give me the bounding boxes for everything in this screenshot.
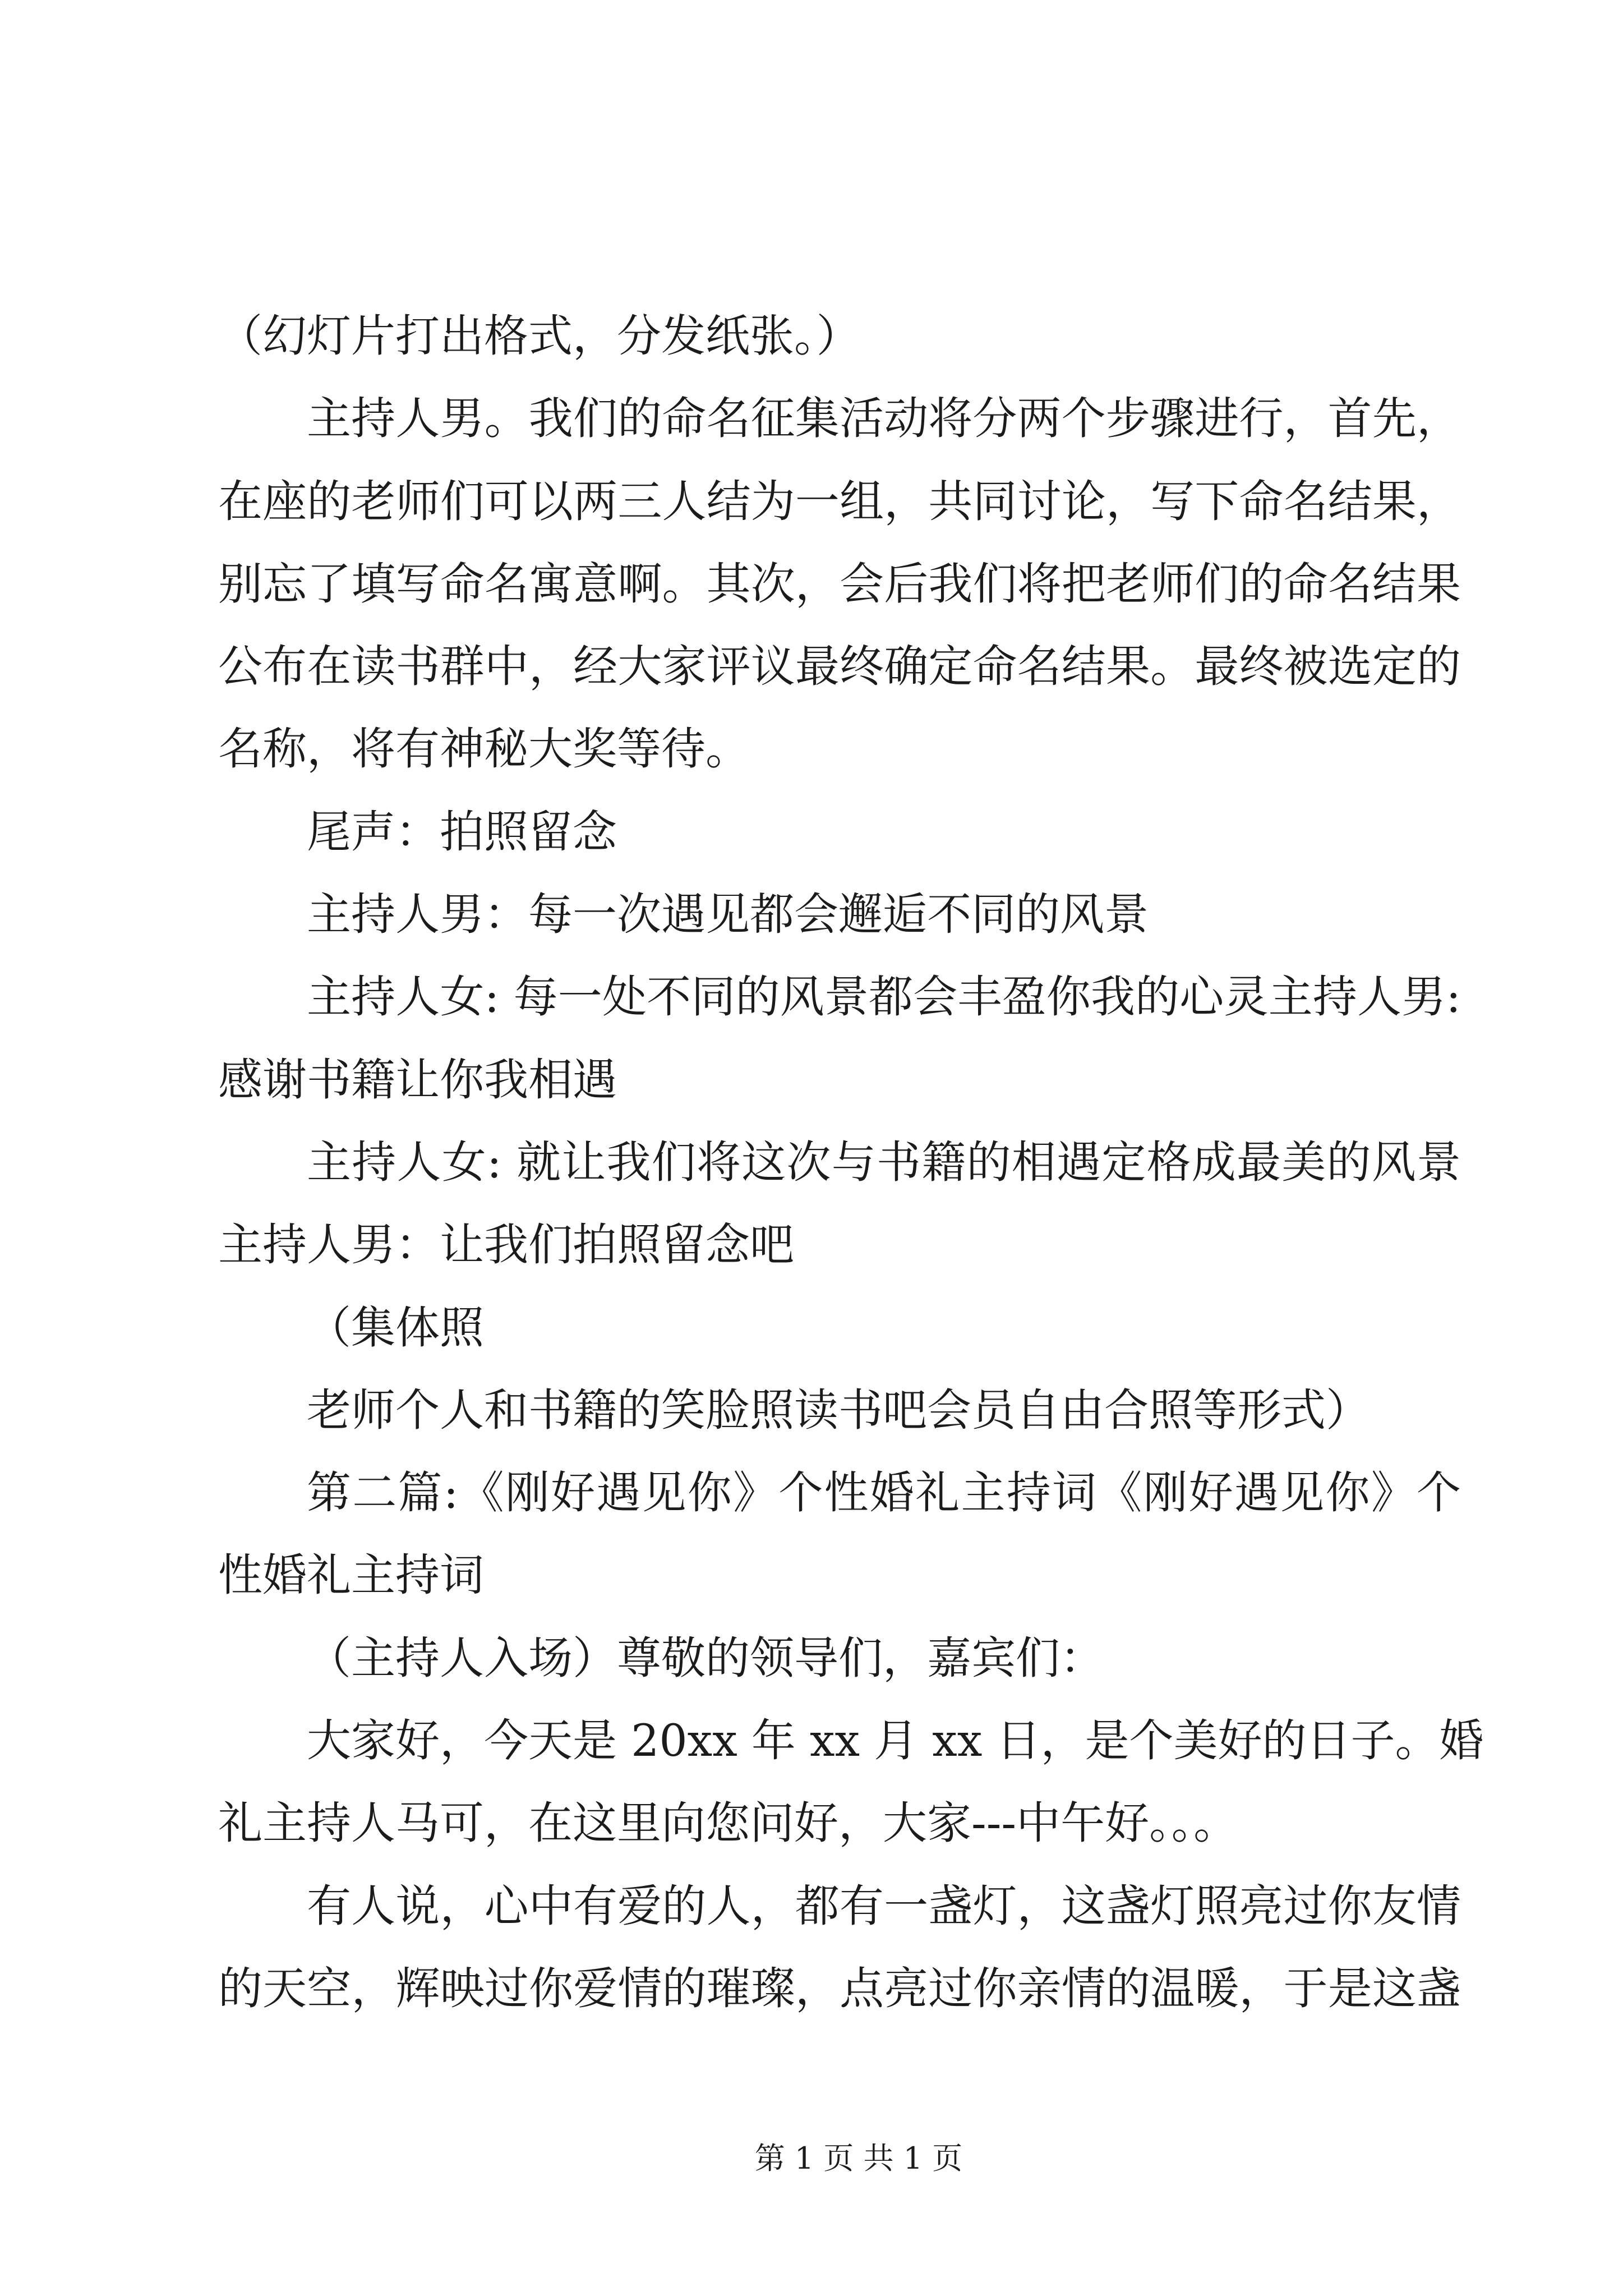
text-line: 的天空，辉映过你爱情的璀璨，点亮过你亲情的温暖，于是这盏 (218, 1962, 1461, 2014)
chapter-heading: 性婚礼主持词 (218, 1549, 484, 1602)
text-line: （幻灯片打出格式，分发纸张。） (218, 310, 861, 362)
text-line: 主持人女: 就让我们将这次与书籍的相遇定格成最美的风景 (307, 1136, 1461, 1188)
text-line: 主持人男：让我们拍照留念吧 (218, 1219, 794, 1271)
text-line: 别忘了填写命名寓意啊。其次，会后我们将把老师们的命名结果 (218, 558, 1461, 610)
text-line: 主持人男。我们的命名征集活动将分两个步骤进行，首先， (307, 393, 1461, 445)
document-body (218, 295, 1484, 2030)
text-line: 名称，将有神秘大奖等待。 (218, 723, 750, 775)
text-line: 感谢书籍让你我相遇 (218, 1053, 617, 1106)
text-line: （集体照 (307, 1301, 484, 1354)
text-line: 公布在读书群中，经大家评议最终确定命名结果。最终被选定的 (218, 641, 1461, 693)
chapter-heading: 第二篇:《刚好遇见你》个性婚礼主持词《刚好遇见你》个 (307, 1467, 1461, 1519)
text-line: 礼主持人马可，在这里向您问好，大家---中午好。。。 (218, 1797, 1238, 1849)
text-line: 大家好，今天是 20xx 年 xx 月 xx 日，是个美好的日子。婚 (307, 1715, 1484, 1767)
page-number-footer: 第 1 页 共 1 页 (754, 2141, 963, 2176)
text-line: 主持人女: 每一处不同的风景都会丰盈你我的心灵主持人男: (307, 971, 1461, 1023)
text-line: 在座的老师们可以两三人结为一组，共同讨论，写下命名结果， (218, 475, 1461, 527)
text-line: 老师个人和书籍的笑脸照读书吧会员自由合照等形式） (307, 1384, 1370, 1436)
text-line: 有人说，心中有爱的人，都有一盏灯，这盏灯照亮过你友情 (307, 1880, 1461, 1932)
section-heading: 尾声：拍照留念 (307, 806, 617, 858)
text-line: （主持人入场）尊敬的领导们，嘉宾们： (307, 1632, 1104, 1684)
text-line: 主持人男：每一次遇见都会邂逅不同的风景 (307, 889, 1149, 941)
